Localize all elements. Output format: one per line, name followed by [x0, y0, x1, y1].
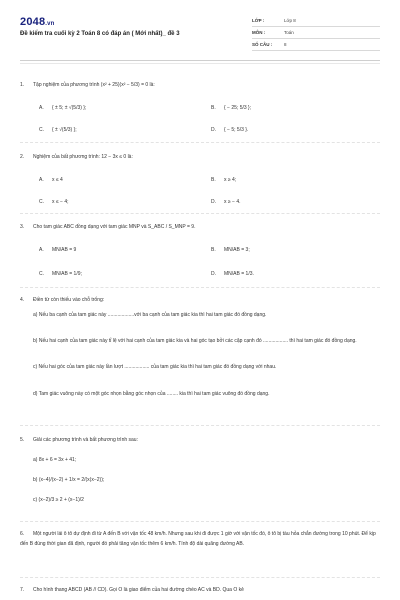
option-a[interactable]: A. { ± 5; ± √(5/3) };: [39, 105, 87, 111]
question-text: Cho tam giác ABC đồng dạng với tam giác MNP và S_ABC / S_MNP = 9.: [33, 224, 196, 230]
question-text: Tập nghiệm của phương trình (x² + 25)(x² − 5/3) = 0 là:: [33, 82, 155, 88]
page-title: Đề kiểm tra cuối kỳ 2 Toán 8 có đáp án ( Mới nhất)_ đề 3: [20, 31, 180, 37]
divider: [20, 425, 380, 426]
option-a[interactable]: A. x ≤ 4: [39, 177, 63, 183]
exercise-item: a) 8x + 6 = 3x + 41;: [33, 457, 77, 463]
divider: [20, 142, 380, 143]
info-row-subject: MÔN : Toán: [252, 27, 380, 39]
fill-blank-item: a) Nếu ba cạnh của tam giác này ...................với ba cạnh của tam giác kia thì hai tam giác đó đồng dạng.: [33, 312, 267, 318]
info-row-count: SỐ CÂU : 8: [252, 39, 380, 51]
exercise-item: c) (x−2)/3 ≥ 2 + (x−1)/2: [33, 497, 84, 503]
question-6: 6. Một người lái ô tô dự định đi từ A đến B với vận tốc 48 km/h. Nhưng sau khi đi được 1 giờ với vận tốc đó, ô tô bị tàu hỏa chắn đường trong 10 phút. Để kịp đến B đúng thời gian đã định, người đó phải tăng vận tốc thêm 6 km/h. Tính độ dài quãng đường AB.: [20, 530, 380, 566]
option-d[interactable]: D. { − 5; 5/3 }.: [211, 127, 249, 133]
question-text: Nghiệm của bất phương trình: 12 − 3x ≤ 0 là:: [33, 154, 133, 160]
question-text: Giải các phương trình và bất phương trình sau:: [33, 437, 138, 443]
question-2: 2. Nghiệm của bất phương trình: 12 − 3x ≤ 0 là: A. x ≤ 4 B. x ≥ 4; C. x ≤ − 4; D. x ≥ − 4.: [20, 153, 380, 203]
divider: [20, 521, 380, 522]
option-a[interactable]: A. MN/AB = 9: [39, 247, 77, 253]
info-row-class: LỚP : Lớp 8: [252, 15, 380, 27]
fill-blank-item: c) Nếu hai góc của tam giác này lần lượt .................. của tam giác kia thì hai tam giác đó đồng dạng với nhau.: [33, 364, 277, 370]
site-logo[interactable]: 2048.vn: [20, 16, 55, 28]
fill-blank-item: b) Nếu hai cạnh của tam giác này tỉ lệ với hai cạnh của tam giác kia và hai góc tạo bởi các cặp cạnh đó .................. thì hai tam giác đó đồng dạng.: [33, 338, 357, 344]
option-c[interactable]: C. { ± √(5/3) };: [39, 127, 77, 133]
option-b[interactable]: B. { − 25; 5/3 };: [211, 105, 252, 111]
divider: [20, 577, 380, 578]
option-c[interactable]: C. x ≤ − 4;: [39, 199, 69, 205]
question-7: 7. Cho hình thang ABCD (AB // CD). Gọi O là giao điểm của hai đường chéo AC và BD. Qua O kẻ: [20, 586, 380, 596]
divider: [20, 287, 380, 288]
option-d[interactable]: D. x ≥ − 4.: [211, 199, 241, 205]
option-b[interactable]: B. x ≥ 4;: [211, 177, 237, 183]
info-box: [252, 15, 380, 51]
question-text: Một người lái ô tô dự định đi từ A đến B với vận tốc 48 km/h. Nhưng sau khi đi được 1 giờ với vận tốc đó, ô tô bị tàu hỏa chắn đường trong 10 phút. Để kịp đến B đúng thời gian đã định, người đó phải tăng vận tốc thêm 6 km/h. Tính độ dài quãng đường AB.: [20, 531, 376, 547]
question-4: 4. Điền từ còn thiếu vào chỗ trống: a) Nếu ba cạnh của tam giác này ...................với ba cạnh của tam giác kia thì hai tam giác đó đồng dạng. b) Nếu hai cạnh của tam giác này tỉ lệ với hai cạnh của tam giác kia và hai góc tạo bởi các cặp cạnh đó .................. thì hai tam giác đó đồng dạng. c) Nếu hai góc của tam giác này lần lượt .................. của tam giác kia thì hai tam giác đó đồng dạng với nhau. d) Tam giác vuông này có một góc nhọn bằng góc nhọn của ........ kia thì hai tam giác vuông đó đồng dạng.: [20, 296, 380, 426]
option-d[interactable]: D. MN/AB = 1/3.: [211, 271, 254, 277]
exercise-item: b) (x−4)/(x−2) + 1/x = 2/(x(x−2));: [33, 477, 105, 483]
option-b[interactable]: B. MN/AB = 3;: [211, 247, 250, 253]
option-c[interactable]: C. MN/AB = 1/9;: [39, 271, 82, 277]
divider: [20, 60, 380, 61]
question-text: Cho hình thang ABCD (AB // CD). Gọi O là giao điểm của hai đường chéo AC và BD. Qua O kẻ: [33, 587, 244, 593]
question-3: 3. Cho tam giác ABC đồng dạng với tam giác MNP và S_ABC / S_MNP = 9. A. MN/AB = 9 B. MN/AB = 3; C. MN/AB = 1/9; D. MN/AB = 1/3.: [20, 223, 380, 278]
question-text: Điền từ còn thiếu vào chỗ trống:: [33, 297, 105, 303]
divider: [20, 213, 380, 214]
fill-blank-item: d) Tam giác vuông này có một góc nhọn bằng góc nhọn của ........ kia thì hai tam giác vuông đó đồng dạng.: [33, 391, 270, 397]
question-5: 5. Giải các phương trình và bất phương trình sau: a) 8x + 6 = 3x + 41; b) (x−4)/(x−2) + 1/x = 2/(x(x−2)); c) (x−2)/3 ≥ 2 + (x−1)/2: [20, 436, 380, 516]
divider: [20, 63, 380, 64]
question-1: 1. Tập nghiệm của phương trình (x² + 25)(x² − 5/3) = 0 là: A. { ± 5; ± √(5/3) }; B. { − 25; 5/3 }; C. { ± √(5/3) }; D. { − 5; 5/3 }.: [20, 81, 380, 136]
